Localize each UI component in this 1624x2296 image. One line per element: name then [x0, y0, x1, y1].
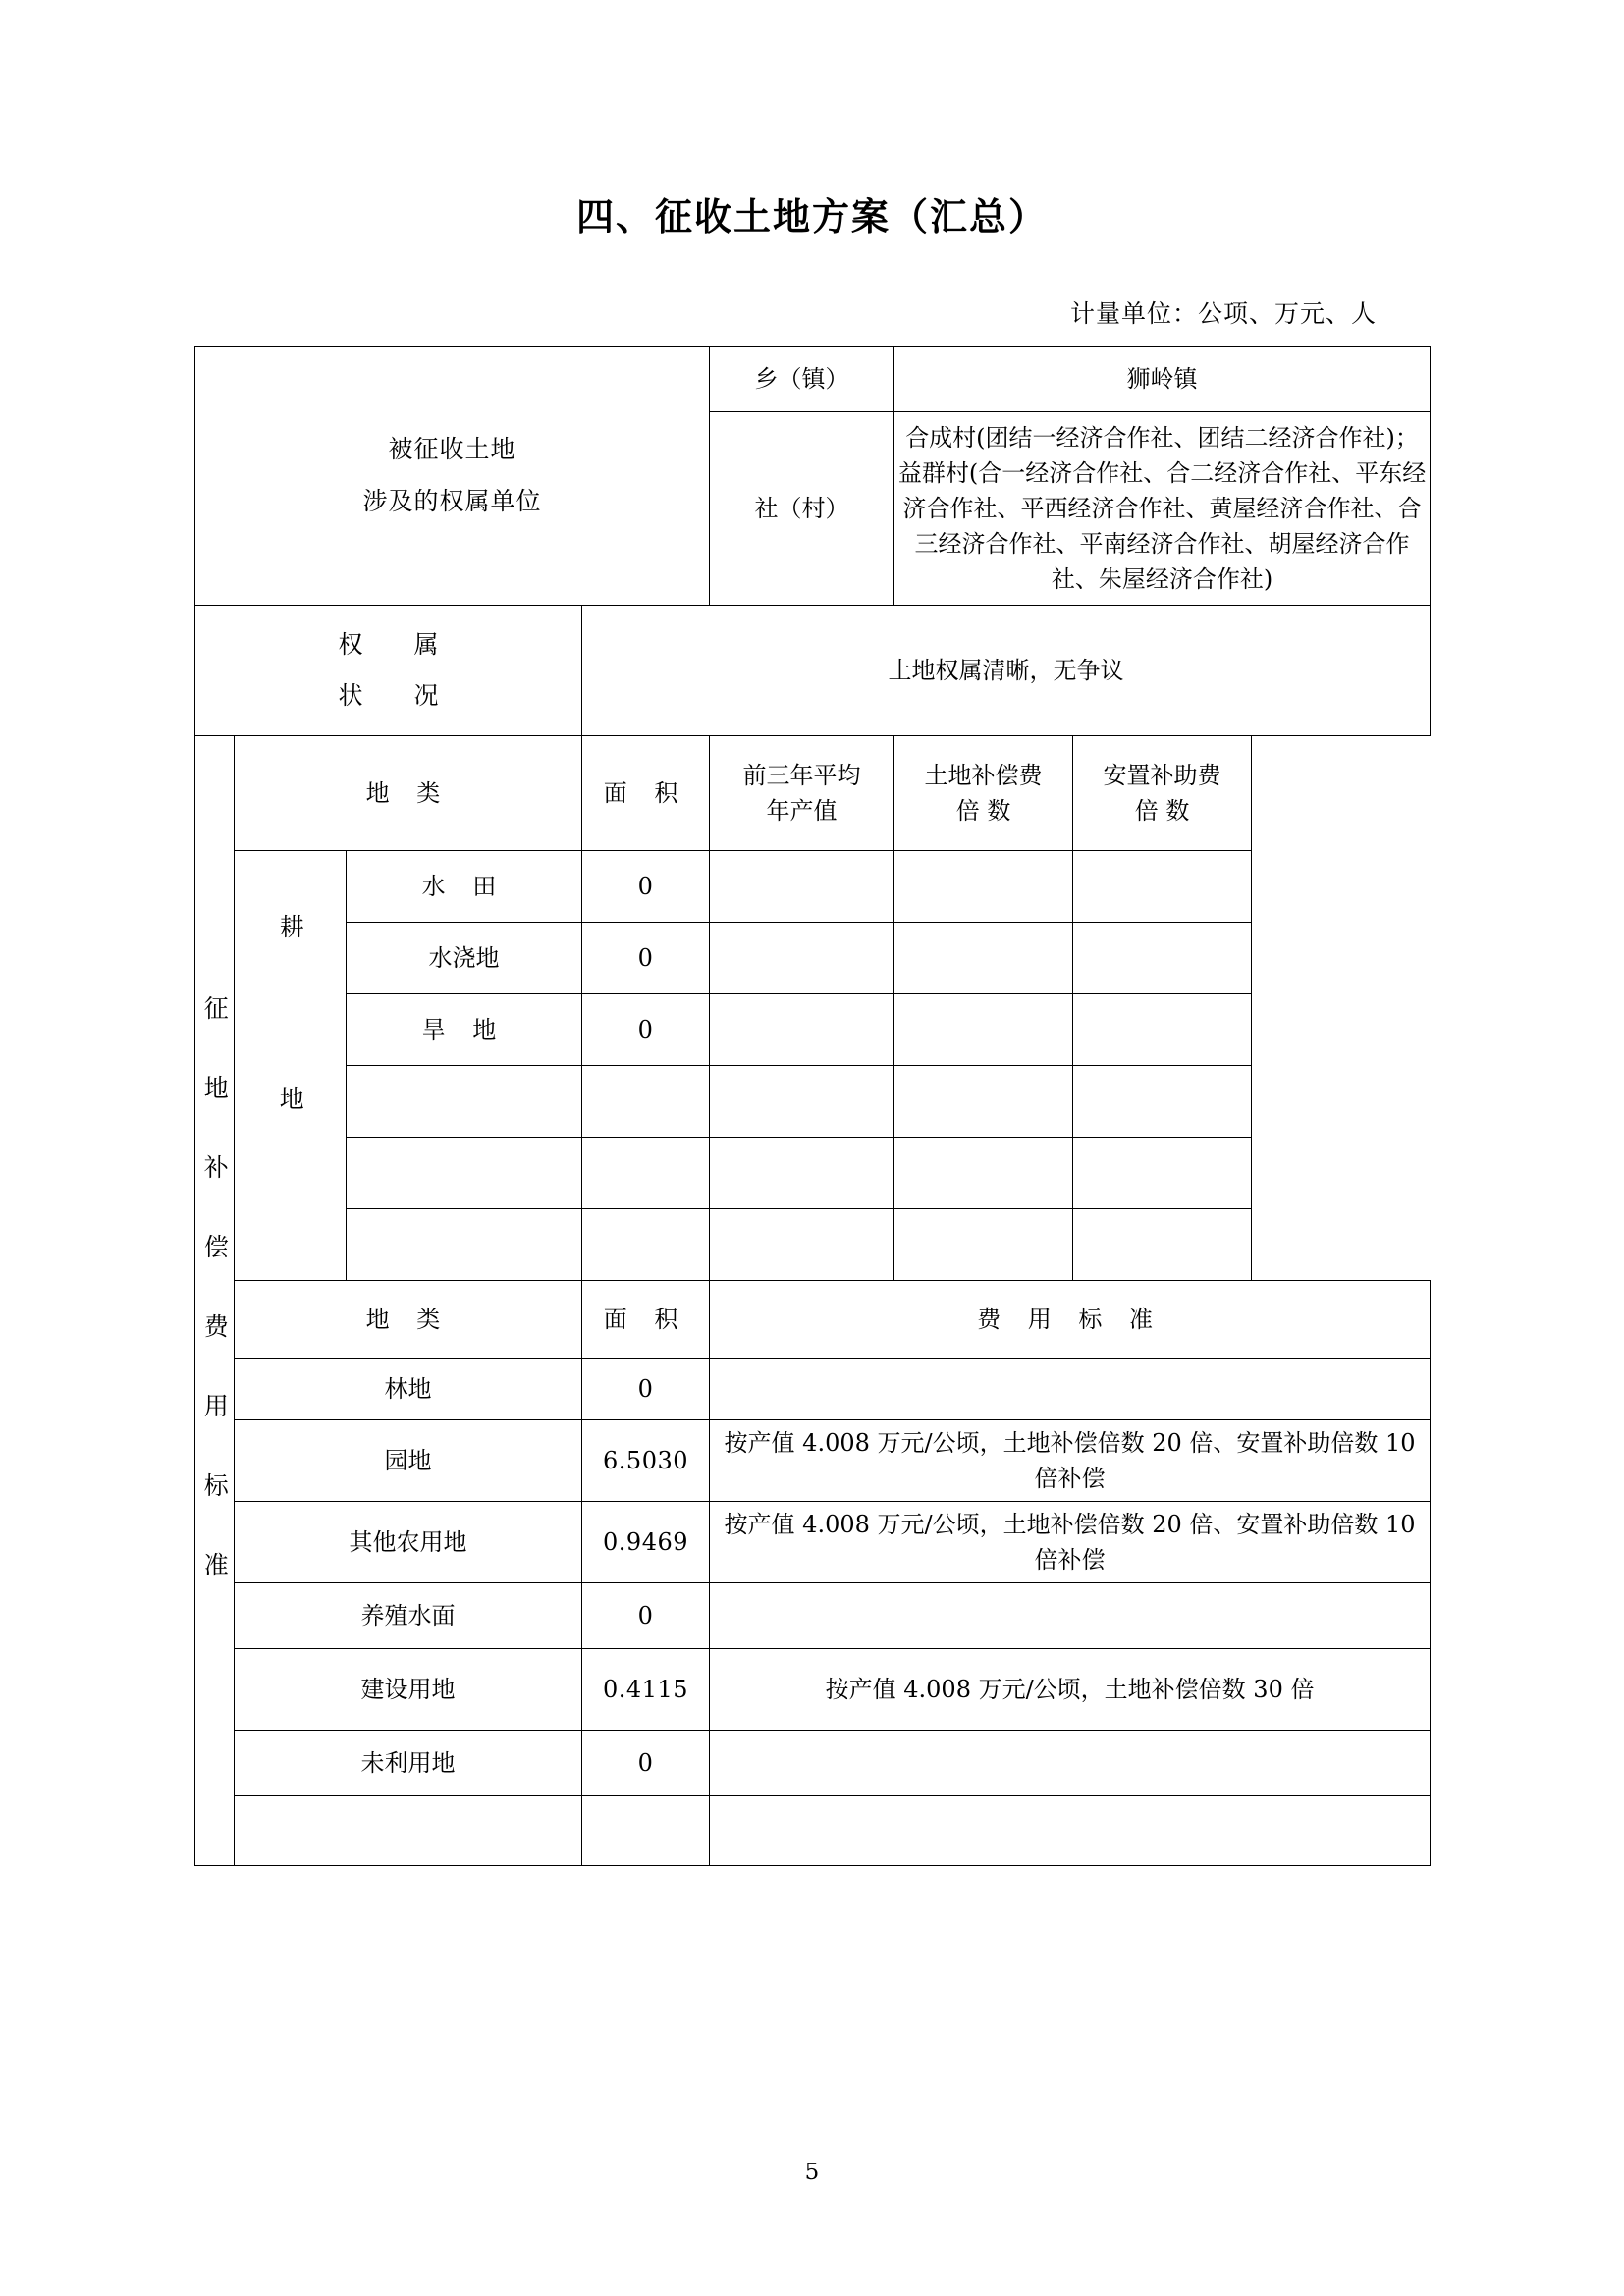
header-area-2: 面 积: [582, 1281, 710, 1359]
row-yield-blank-3: [710, 1209, 894, 1281]
cultivated-land-group-wrap: [235, 875, 346, 1257]
row-resettle-blank-2: [1073, 1138, 1252, 1209]
row-area-blank-1: [582, 1066, 710, 1138]
compensation-vertical-label: 征地补偿费用标准: [200, 995, 230, 1631]
cultivated-label-line1: 耕: [276, 913, 305, 1086]
row-standard-unused-land: [710, 1731, 1431, 1796]
table-row-other-agricultural-land: [195, 1502, 1431, 1583]
row-type-dry-land: 旱 地: [347, 994, 582, 1066]
cultivated-land-group-text: [272, 875, 309, 1257]
row-standard-forest-land: [710, 1359, 1431, 1420]
row-landmult-irrigated-land: [894, 923, 1073, 994]
row-type-unused-land: 未利用地: [235, 1731, 582, 1796]
row-area-irrigated-land: 0: [582, 923, 710, 994]
row-landmult-dry-land: [894, 994, 1073, 1066]
page-title: 四、征收土地方案（汇总）: [575, 194, 1048, 239]
row-yield-blank-2: [710, 1138, 894, 1209]
row-area-blank-4: [582, 1796, 710, 1866]
row-landmult-blank-3: [894, 1209, 1073, 1281]
row-resettle-blank-3: [1073, 1209, 1252, 1281]
compensation-vertical-label-wrap: [195, 970, 234, 1631]
ownership-status-value: 土地权属清晰，无争议: [582, 606, 1431, 736]
measurement-unit-line: 计量单位：公项、万元、人: [1069, 299, 1377, 328]
row-type-irrigated-land: 水浇地: [347, 923, 582, 994]
row-yield-paddy-field: [710, 851, 894, 923]
table-row-blank-1: [195, 1066, 1431, 1138]
village-value: 合成村(团结一经济合作社、团结二经济合作社)；益群村(合一经济合作社、合二经济合作社、平东经济合作社、平西经济合作社、黄屋经济合作社、合三经济合作社、平南经济合作社、胡屋经济合作社、朱屋经济合作社): [894, 412, 1431, 606]
row-area-aquaculture-surface: 0: [582, 1583, 710, 1649]
table-row-garden-land: [195, 1420, 1431, 1502]
township-label: 乡（镇）: [710, 347, 894, 412]
row-resettle-paddy-field: [1073, 851, 1252, 923]
row-standard-garden-land: 按产值 4.008 万元/公顷，土地补偿倍数 20 倍、安置补助倍数 10 倍补偿: [710, 1420, 1431, 1502]
row-area-blank-2: [582, 1138, 710, 1209]
row-yield-irrigated-land: [710, 923, 894, 994]
header-land-compensation-multiple: [894, 736, 1073, 851]
row-area-paddy-field: 0: [582, 851, 710, 923]
row-area-construction-land: 0.4115: [582, 1649, 710, 1731]
compensation-vertical-label-cell: [195, 736, 235, 1866]
ownership-status-label: [195, 606, 582, 736]
header-average-yield-line1: 前三年平均: [742, 762, 861, 789]
row-standard-construction-land: 按产值 4.008 万元/公顷，土地补偿倍数 30 倍: [710, 1649, 1431, 1731]
header-average-yield-line2: 年产值: [766, 797, 838, 825]
header-resettlement-line1: 安置补助费: [1103, 762, 1221, 789]
table-row-aquaculture-surface: [195, 1583, 1431, 1649]
row-type-paddy-field: 水 田: [347, 851, 582, 923]
ownership-status-label-line1: 权 属: [338, 629, 460, 659]
row-resettle-blank-1: [1073, 1066, 1252, 1138]
table-row-compensation-header: [195, 736, 1431, 851]
table-row-ownership-status: [195, 606, 1431, 736]
ownership-row-label: [195, 347, 710, 606]
header-average-yield: [710, 736, 894, 851]
row-area-other-agricultural-land: 0.9469: [582, 1502, 710, 1583]
header-area-1: 面 积: [582, 736, 710, 851]
row-type-blank-1: [347, 1066, 582, 1138]
row-standard-other-agricultural-land: 按产值 4.008 万元/公顷，土地补偿倍数 20 倍、安置补助倍数 10 倍补偿: [710, 1502, 1431, 1583]
header-land-compensation-line2: 倍 数: [955, 797, 1011, 825]
row-yield-blank-1: [710, 1066, 894, 1138]
village-label: 社（村）: [710, 412, 894, 606]
row-resettle-dry-land: [1073, 994, 1252, 1066]
ownership-row-label-line2: 涉及的权属单位: [362, 486, 542, 515]
row-resettle-irrigated-land: [1073, 923, 1252, 994]
row-type-aquaculture-surface: 养殖水面: [235, 1583, 582, 1649]
table-row-paddy-field: [195, 851, 1431, 923]
table-row-blank-4: [195, 1796, 1431, 1866]
row-type-blank-3: [347, 1209, 582, 1281]
table-row-forest-land: [195, 1359, 1431, 1420]
header-land-type-2: 地 类: [235, 1281, 582, 1359]
row-area-unused-land: 0: [582, 1731, 710, 1796]
table-row-blank-2: [195, 1138, 1431, 1209]
header-land-type-1: 地 类: [235, 736, 582, 851]
cultivated-label-line2: 地: [276, 1085, 305, 1257]
land-acquisition-table: [194, 346, 1431, 1866]
row-type-blank-4: [235, 1796, 582, 1866]
table-row-blank-3: [195, 1209, 1431, 1281]
row-landmult-paddy-field: [894, 851, 1073, 923]
row-area-forest-land: 0: [582, 1359, 710, 1420]
row-yield-dry-land: [710, 994, 894, 1066]
header-resettlement-multiple: [1073, 736, 1252, 851]
table-row-unused-land: [195, 1731, 1431, 1796]
header-land-compensation-line1: 土地补偿费: [924, 762, 1043, 789]
row-standard-aquaculture-surface: [710, 1583, 1431, 1649]
row-type-blank-2: [347, 1138, 582, 1209]
row-landmult-blank-1: [894, 1066, 1073, 1138]
row-area-blank-3: [582, 1209, 710, 1281]
row-landmult-blank-2: [894, 1138, 1073, 1209]
row-type-garden-land: 园地: [235, 1420, 582, 1502]
table-row-dry-land: [195, 994, 1431, 1066]
page-number: 5: [804, 2160, 820, 2185]
header-fee-standard: 费 用 标 准: [710, 1281, 1431, 1359]
township-value: 狮岭镇: [894, 347, 1431, 412]
table-row-fee-standard-header: [195, 1281, 1431, 1359]
table-row-construction-land: [195, 1649, 1431, 1731]
row-type-other-agricultural-land: 其他农用地: [235, 1502, 582, 1583]
ownership-status-label-line2: 状 况: [338, 681, 460, 710]
header-resettlement-line2: 倍 数: [1134, 797, 1190, 825]
row-area-dry-land: 0: [582, 994, 710, 1066]
table-row-irrigated-land: [195, 923, 1431, 994]
ownership-row-label-line1: 被征收土地: [388, 435, 516, 463]
table-row-township: [195, 347, 1431, 412]
row-type-construction-land: 建设用地: [235, 1649, 582, 1731]
cultivated-land-group-label: [235, 851, 347, 1281]
row-type-forest-land: 林地: [235, 1359, 582, 1420]
row-standard-blank-4: [710, 1796, 1431, 1866]
row-area-garden-land: 6.5030: [582, 1420, 710, 1502]
